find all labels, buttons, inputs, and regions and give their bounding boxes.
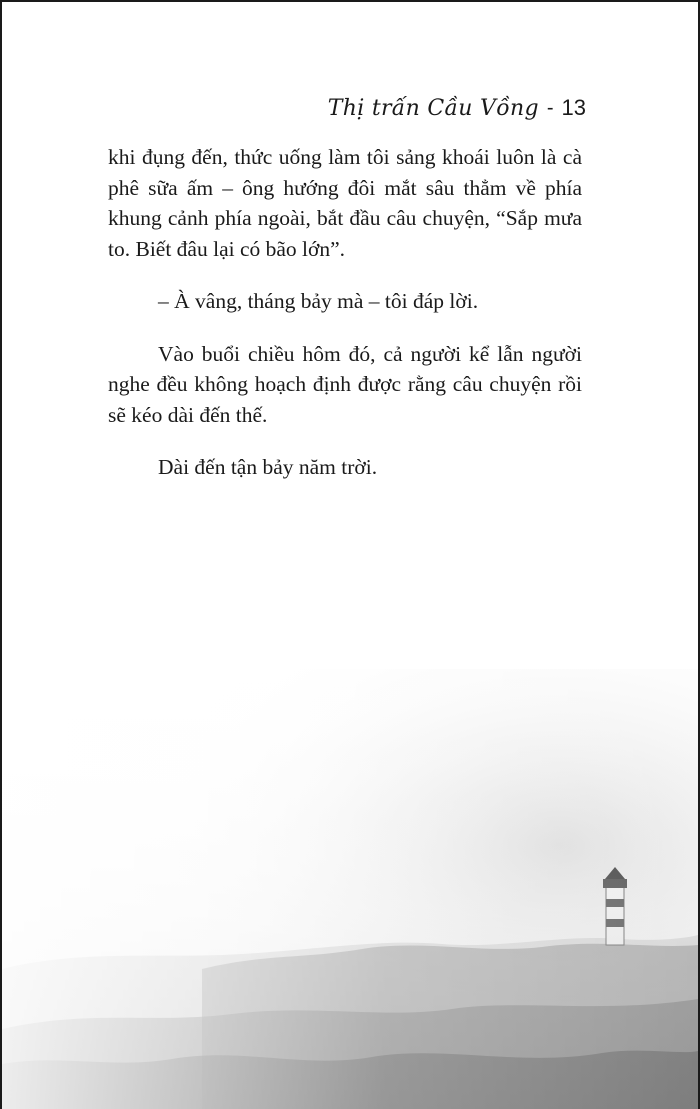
lighthouse-icon: [603, 867, 627, 945]
book-title: Thị trấn Cầu Vồng: [327, 95, 539, 121]
header-separator: -: [546, 96, 554, 119]
paragraph-closing: Dài đến tận bảy năm trời.: [158, 455, 378, 479]
running-header: [328, 88, 586, 128]
coastal-lighthouse-illustration: [2, 669, 698, 1109]
paragraph-narration: Vào buổi chiều hôm đó, cả người kể lẫn người nghe đều không hoạch định được rằng câu chuyện rồi sẽ kéo dài đến thế.: [108, 341, 582, 427]
paragraph-dialogue: – À vâng, tháng bảy mà – tôi đáp lời.: [158, 289, 479, 313]
body-text: [108, 142, 582, 505]
page-number: 13: [561, 95, 586, 120]
paragraph-continuation: khi đụng đến, thức uống làm tôi sảng khoái luôn là cà phê sữa ấm – ông hướng đôi mắt sâu thẳm về phía khung cảnh phía ngoài, bắt đầu câu chuyện, “Sắp mưa to. Biết đâu lại có bão lớn”.: [108, 145, 582, 261]
